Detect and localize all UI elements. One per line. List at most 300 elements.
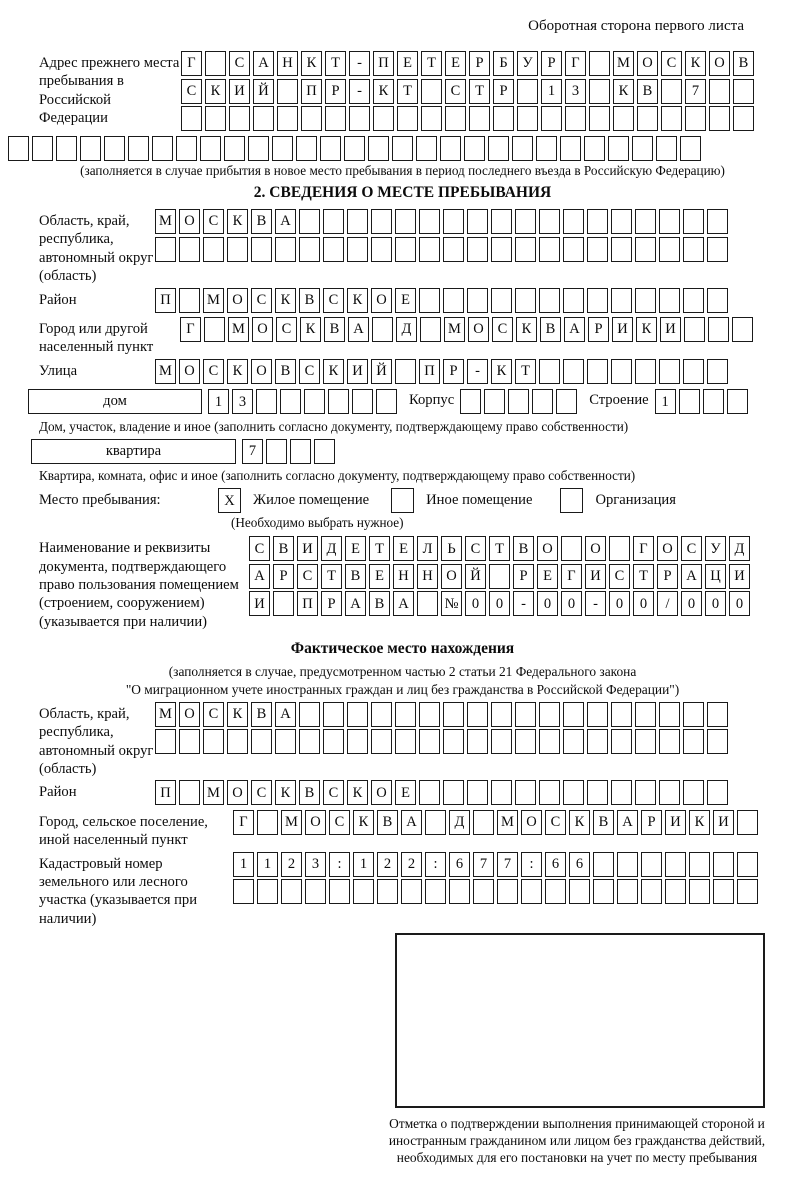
char-cell[interactable]: М xyxy=(203,780,224,805)
char-cell[interactable]: Т xyxy=(489,536,510,561)
char-cell[interactable]: К xyxy=(613,79,634,104)
char-cell[interactable]: М xyxy=(155,359,176,384)
char-cell[interactable]: В xyxy=(540,317,561,342)
char-cell[interactable] xyxy=(708,317,729,342)
char-cell[interactable]: К xyxy=(353,810,374,835)
char-cell[interactable]: Т xyxy=(633,564,654,589)
char-cell[interactable] xyxy=(683,288,704,313)
char-cell[interactable] xyxy=(689,852,710,877)
char-cell[interactable] xyxy=(635,780,656,805)
char-cell[interactable]: А xyxy=(681,564,702,589)
char-cell[interactable] xyxy=(395,702,416,727)
char-cell[interactable]: И xyxy=(297,536,318,561)
char-cell[interactable] xyxy=(419,288,440,313)
char-cell[interactable] xyxy=(376,389,397,414)
char-cell[interactable]: М xyxy=(613,51,634,76)
char-cell[interactable]: Й xyxy=(253,79,274,104)
char-cell[interactable] xyxy=(683,702,704,727)
char-cell[interactable]: 3 xyxy=(565,79,586,104)
char-cell[interactable] xyxy=(353,879,374,904)
char-cell[interactable] xyxy=(56,136,77,161)
char-cell[interactable]: 1 xyxy=(353,852,374,877)
char-cell[interactable] xyxy=(425,810,446,835)
char-cell[interactable] xyxy=(421,106,442,131)
char-cell[interactable] xyxy=(556,389,577,414)
char-cell[interactable]: 2 xyxy=(377,852,398,877)
char-cell[interactable]: / xyxy=(657,591,678,616)
char-cell[interactable] xyxy=(323,729,344,754)
char-cell[interactable] xyxy=(521,879,542,904)
char-cell[interactable]: 1 xyxy=(655,389,676,414)
char-cell[interactable]: 0 xyxy=(465,591,486,616)
char-cell[interactable] xyxy=(733,106,754,131)
char-cell[interactable]: И xyxy=(612,317,633,342)
char-cell[interactable]: С xyxy=(229,51,250,76)
char-cell[interactable] xyxy=(563,729,584,754)
char-cell[interactable] xyxy=(515,237,536,262)
char-cell[interactable] xyxy=(395,237,416,262)
char-cell[interactable]: О xyxy=(637,51,658,76)
char-cell[interactable]: О xyxy=(179,209,200,234)
char-cell[interactable]: Т xyxy=(325,51,346,76)
char-cell[interactable]: 1 xyxy=(541,79,562,104)
char-cell[interactable] xyxy=(179,288,200,313)
char-cell[interactable] xyxy=(299,209,320,234)
char-cell[interactable]: 1 xyxy=(257,852,278,877)
char-cell[interactable] xyxy=(635,237,656,262)
char-cell[interactable]: 0 xyxy=(633,591,654,616)
char-cell[interactable] xyxy=(419,780,440,805)
char-cell[interactable]: С xyxy=(203,702,224,727)
char-cell[interactable] xyxy=(569,879,590,904)
char-cell[interactable] xyxy=(299,702,320,727)
char-cell[interactable]: : xyxy=(521,852,542,877)
char-cell[interactable] xyxy=(467,729,488,754)
char-cell[interactable] xyxy=(587,359,608,384)
char-cell[interactable]: - xyxy=(349,79,370,104)
char-cell[interactable] xyxy=(632,136,653,161)
char-cell[interactable]: С xyxy=(203,209,224,234)
char-cell[interactable] xyxy=(229,106,250,131)
char-cell[interactable] xyxy=(611,702,632,727)
char-cell[interactable] xyxy=(320,136,341,161)
char-cell[interactable]: С xyxy=(492,317,513,342)
char-cell[interactable]: С xyxy=(297,564,318,589)
char-cell[interactable] xyxy=(299,237,320,262)
char-cell[interactable]: И xyxy=(665,810,686,835)
char-cell[interactable] xyxy=(325,106,346,131)
char-cell[interactable]: К xyxy=(300,317,321,342)
char-cell[interactable]: П xyxy=(419,359,440,384)
char-cell[interactable] xyxy=(464,136,485,161)
char-cell[interactable] xyxy=(563,359,584,384)
char-cell[interactable] xyxy=(296,136,317,161)
char-cell[interactable]: 2 xyxy=(401,852,422,877)
char-cell[interactable] xyxy=(635,359,656,384)
char-cell[interactable] xyxy=(536,136,557,161)
char-cell[interactable] xyxy=(371,702,392,727)
char-cell[interactable] xyxy=(253,106,274,131)
char-cell[interactable] xyxy=(449,879,470,904)
char-cell[interactable] xyxy=(290,439,311,464)
char-cell[interactable]: 6 xyxy=(545,852,566,877)
char-cell[interactable] xyxy=(683,209,704,234)
char-cell[interactable]: : xyxy=(425,852,446,877)
char-cell[interactable]: 0 xyxy=(609,591,630,616)
char-cell[interactable] xyxy=(517,79,538,104)
char-cell[interactable]: Ь xyxy=(441,536,462,561)
char-cell[interactable]: У xyxy=(517,51,538,76)
char-cell[interactable]: Р xyxy=(325,79,346,104)
char-cell[interactable] xyxy=(304,389,325,414)
char-cell[interactable] xyxy=(659,288,680,313)
char-cell[interactable] xyxy=(419,702,440,727)
char-cell[interactable]: К xyxy=(491,359,512,384)
char-cell[interactable]: И xyxy=(585,564,606,589)
char-cell[interactable]: И xyxy=(249,591,270,616)
char-cell[interactable] xyxy=(611,780,632,805)
char-cell[interactable] xyxy=(539,209,560,234)
char-cell[interactable]: 6 xyxy=(449,852,470,877)
char-cell[interactable]: С xyxy=(465,536,486,561)
char-cell[interactable] xyxy=(347,702,368,727)
char-cell[interactable]: Т xyxy=(421,51,442,76)
char-cell[interactable]: И xyxy=(229,79,250,104)
char-cell[interactable] xyxy=(256,389,277,414)
char-cell[interactable]: О xyxy=(227,780,248,805)
char-cell[interactable] xyxy=(277,79,298,104)
char-cell[interactable] xyxy=(248,136,269,161)
char-cell[interactable] xyxy=(275,729,296,754)
char-cell[interactable] xyxy=(32,136,53,161)
char-cell[interactable] xyxy=(656,136,677,161)
char-cell[interactable] xyxy=(277,106,298,131)
char-cell[interactable] xyxy=(419,237,440,262)
char-cell[interactable] xyxy=(473,810,494,835)
char-cell[interactable] xyxy=(443,780,464,805)
char-cell[interactable] xyxy=(563,780,584,805)
char-cell[interactable]: Г xyxy=(561,564,582,589)
char-cell[interactable] xyxy=(733,79,754,104)
char-cell[interactable] xyxy=(377,879,398,904)
char-cell[interactable]: О xyxy=(709,51,730,76)
char-cell[interactable]: 0 xyxy=(681,591,702,616)
char-cell[interactable]: К xyxy=(227,702,248,727)
char-cell[interactable]: О xyxy=(227,288,248,313)
char-cell[interactable] xyxy=(251,729,272,754)
char-cell[interactable]: П xyxy=(155,288,176,313)
char-cell[interactable]: В xyxy=(251,209,272,234)
char-cell[interactable]: М xyxy=(155,702,176,727)
char-cell[interactable] xyxy=(497,879,518,904)
char-cell[interactable]: К xyxy=(347,288,368,313)
char-cell[interactable] xyxy=(176,136,197,161)
char-cell[interactable] xyxy=(484,389,505,414)
char-cell[interactable] xyxy=(203,729,224,754)
char-cell[interactable]: Г xyxy=(180,317,201,342)
char-cell[interactable] xyxy=(491,209,512,234)
char-cell[interactable]: Н xyxy=(277,51,298,76)
char-cell[interactable] xyxy=(587,729,608,754)
char-cell[interactable]: А xyxy=(249,564,270,589)
char-cell[interactable] xyxy=(371,729,392,754)
char-cell[interactable]: А xyxy=(348,317,369,342)
char-cell[interactable] xyxy=(224,136,245,161)
char-cell[interactable]: В xyxy=(324,317,345,342)
char-cell[interactable]: - xyxy=(513,591,534,616)
char-cell[interactable]: С xyxy=(251,780,272,805)
char-cell[interactable]: К xyxy=(636,317,657,342)
checkbox-zhiloe[interactable] xyxy=(218,488,244,513)
char-cell[interactable] xyxy=(227,237,248,262)
char-cell[interactable]: Н xyxy=(417,564,438,589)
char-cell[interactable] xyxy=(539,359,560,384)
char-cell[interactable] xyxy=(395,729,416,754)
char-cell[interactable] xyxy=(589,106,610,131)
char-cell[interactable] xyxy=(617,879,638,904)
char-cell[interactable] xyxy=(737,852,758,877)
char-cell[interactable] xyxy=(491,237,512,262)
char-cell[interactable] xyxy=(272,136,293,161)
char-cell[interactable] xyxy=(372,317,393,342)
char-cell[interactable] xyxy=(707,729,728,754)
char-cell[interactable] xyxy=(560,136,581,161)
char-cell[interactable]: Д xyxy=(396,317,417,342)
char-cell[interactable] xyxy=(469,106,490,131)
char-cell[interactable] xyxy=(347,729,368,754)
char-cell[interactable] xyxy=(181,106,202,131)
char-cell[interactable] xyxy=(517,106,538,131)
char-cell[interactable] xyxy=(611,209,632,234)
char-cell[interactable] xyxy=(301,106,322,131)
char-cell[interactable] xyxy=(661,106,682,131)
char-cell[interactable]: М xyxy=(203,288,224,313)
char-cell[interactable] xyxy=(328,389,349,414)
char-cell[interactable]: Г xyxy=(565,51,586,76)
char-cell[interactable]: В xyxy=(251,702,272,727)
char-cell[interactable]: С xyxy=(276,317,297,342)
char-cell[interactable] xyxy=(8,136,29,161)
char-cell[interactable]: Р xyxy=(273,564,294,589)
char-cell[interactable]: К xyxy=(275,780,296,805)
char-cell[interactable]: 3 xyxy=(232,389,253,414)
char-cell[interactable] xyxy=(344,136,365,161)
char-cell[interactable] xyxy=(323,237,344,262)
char-cell[interactable] xyxy=(539,702,560,727)
char-cell[interactable] xyxy=(679,389,700,414)
char-cell[interactable] xyxy=(611,288,632,313)
char-cell[interactable] xyxy=(401,879,422,904)
char-cell[interactable] xyxy=(635,209,656,234)
char-cell[interactable] xyxy=(683,237,704,262)
char-cell[interactable] xyxy=(491,702,512,727)
char-cell[interactable] xyxy=(305,879,326,904)
char-cell[interactable] xyxy=(299,729,320,754)
char-cell[interactable]: В xyxy=(369,591,390,616)
char-cell[interactable]: 7 xyxy=(497,852,518,877)
char-cell[interactable] xyxy=(659,209,680,234)
char-cell[interactable] xyxy=(563,209,584,234)
char-cell[interactable] xyxy=(395,209,416,234)
char-cell[interactable] xyxy=(204,317,225,342)
char-cell[interactable]: И xyxy=(713,810,734,835)
char-cell[interactable] xyxy=(275,237,296,262)
char-cell[interactable]: Г xyxy=(181,51,202,76)
char-cell[interactable]: 0 xyxy=(705,591,726,616)
char-cell[interactable]: И xyxy=(660,317,681,342)
char-cell[interactable] xyxy=(539,288,560,313)
char-cell[interactable] xyxy=(273,591,294,616)
char-cell[interactable] xyxy=(281,879,302,904)
char-cell[interactable]: : xyxy=(329,852,350,877)
char-cell[interactable] xyxy=(703,389,724,414)
char-cell[interactable] xyxy=(659,702,680,727)
char-cell[interactable] xyxy=(515,729,536,754)
char-cell[interactable] xyxy=(635,729,656,754)
char-cell[interactable]: К xyxy=(275,288,296,313)
char-cell[interactable]: Е xyxy=(369,564,390,589)
char-cell[interactable] xyxy=(257,879,278,904)
char-cell[interactable] xyxy=(587,288,608,313)
char-cell[interactable]: К xyxy=(347,780,368,805)
char-cell[interactable] xyxy=(227,729,248,754)
char-cell[interactable]: К xyxy=(373,79,394,104)
char-cell[interactable]: 2 xyxy=(281,852,302,877)
char-cell[interactable] xyxy=(443,288,464,313)
char-cell[interactable]: 7 xyxy=(685,79,706,104)
char-cell[interactable]: А xyxy=(617,810,638,835)
char-cell[interactable]: Б xyxy=(493,51,514,76)
char-cell[interactable]: М xyxy=(228,317,249,342)
char-cell[interactable] xyxy=(491,729,512,754)
char-cell[interactable]: П xyxy=(155,780,176,805)
char-cell[interactable]: 3 xyxy=(305,852,326,877)
char-cell[interactable]: И xyxy=(729,564,750,589)
char-cell[interactable]: - xyxy=(585,591,606,616)
char-cell[interactable]: Е xyxy=(395,780,416,805)
char-cell[interactable]: П xyxy=(301,79,322,104)
char-cell[interactable]: С xyxy=(545,810,566,835)
char-cell[interactable] xyxy=(561,536,582,561)
char-cell[interactable] xyxy=(155,729,176,754)
char-cell[interactable] xyxy=(587,209,608,234)
char-cell[interactable] xyxy=(445,106,466,131)
char-cell[interactable] xyxy=(707,288,728,313)
char-cell[interactable] xyxy=(563,702,584,727)
char-cell[interactable]: С xyxy=(323,288,344,313)
char-cell[interactable]: К xyxy=(227,209,248,234)
char-cell[interactable] xyxy=(508,389,529,414)
char-cell[interactable] xyxy=(680,136,701,161)
char-cell[interactable]: Р xyxy=(469,51,490,76)
char-cell[interactable] xyxy=(609,536,630,561)
char-cell[interactable]: X xyxy=(218,488,241,513)
char-cell[interactable] xyxy=(443,209,464,234)
char-cell[interactable]: 7 xyxy=(473,852,494,877)
char-cell[interactable] xyxy=(347,209,368,234)
char-cell[interactable] xyxy=(713,879,734,904)
char-cell[interactable] xyxy=(683,780,704,805)
char-cell[interactable] xyxy=(323,209,344,234)
char-cell[interactable]: № xyxy=(441,591,462,616)
char-cell[interactable]: С xyxy=(609,564,630,589)
char-cell[interactable]: А xyxy=(401,810,422,835)
char-cell[interactable] xyxy=(587,237,608,262)
char-cell[interactable]: Р xyxy=(513,564,534,589)
char-cell[interactable]: Т xyxy=(321,564,342,589)
char-cell[interactable]: С xyxy=(661,51,682,76)
char-cell[interactable]: О xyxy=(251,359,272,384)
char-cell[interactable] xyxy=(512,136,533,161)
char-cell[interactable]: Р xyxy=(641,810,662,835)
char-cell[interactable] xyxy=(541,106,562,131)
char-cell[interactable] xyxy=(635,702,656,727)
char-cell[interactable]: К xyxy=(689,810,710,835)
char-cell[interactable] xyxy=(539,729,560,754)
char-cell[interactable] xyxy=(613,106,634,131)
char-cell[interactable] xyxy=(391,488,414,513)
char-cell[interactable]: О xyxy=(371,780,392,805)
char-cell[interactable] xyxy=(467,288,488,313)
char-cell[interactable] xyxy=(665,879,686,904)
char-cell[interactable]: М xyxy=(281,810,302,835)
char-cell[interactable]: А xyxy=(345,591,366,616)
char-cell[interactable]: К xyxy=(685,51,706,76)
char-cell[interactable] xyxy=(104,136,125,161)
char-cell[interactable] xyxy=(371,237,392,262)
char-cell[interactable] xyxy=(80,136,101,161)
char-cell[interactable] xyxy=(203,237,224,262)
char-cell[interactable] xyxy=(491,780,512,805)
char-cell[interactable] xyxy=(179,237,200,262)
char-cell[interactable] xyxy=(593,879,614,904)
char-cell[interactable]: В xyxy=(377,810,398,835)
char-cell[interactable] xyxy=(489,564,510,589)
checkbox-inoe[interactable] xyxy=(391,488,417,513)
char-cell[interactable]: Р xyxy=(657,564,678,589)
char-cell[interactable] xyxy=(685,106,706,131)
char-cell[interactable]: В xyxy=(637,79,658,104)
char-cell[interactable]: И xyxy=(347,359,368,384)
char-cell[interactable] xyxy=(280,389,301,414)
char-cell[interactable] xyxy=(443,729,464,754)
char-cell[interactable] xyxy=(727,389,748,414)
char-cell[interactable]: Ц xyxy=(705,564,726,589)
char-cell[interactable] xyxy=(661,79,682,104)
char-cell[interactable] xyxy=(515,288,536,313)
char-cell[interactable]: Е xyxy=(345,536,366,561)
char-cell[interactable]: П xyxy=(373,51,394,76)
char-cell[interactable] xyxy=(397,106,418,131)
char-cell[interactable] xyxy=(683,359,704,384)
char-cell[interactable] xyxy=(565,106,586,131)
char-cell[interactable]: О xyxy=(441,564,462,589)
char-cell[interactable]: В xyxy=(273,536,294,561)
char-cell[interactable] xyxy=(659,359,680,384)
char-cell[interactable] xyxy=(420,317,441,342)
char-cell[interactable] xyxy=(323,702,344,727)
char-cell[interactable]: Й xyxy=(465,564,486,589)
char-cell[interactable]: Л xyxy=(417,536,438,561)
char-cell[interactable]: 0 xyxy=(729,591,750,616)
char-cell[interactable]: Р xyxy=(588,317,609,342)
char-cell[interactable]: Е xyxy=(395,288,416,313)
char-cell[interactable] xyxy=(200,136,221,161)
char-cell[interactable] xyxy=(563,288,584,313)
char-cell[interactable] xyxy=(179,780,200,805)
char-cell[interactable]: О xyxy=(585,536,606,561)
char-cell[interactable]: А xyxy=(393,591,414,616)
